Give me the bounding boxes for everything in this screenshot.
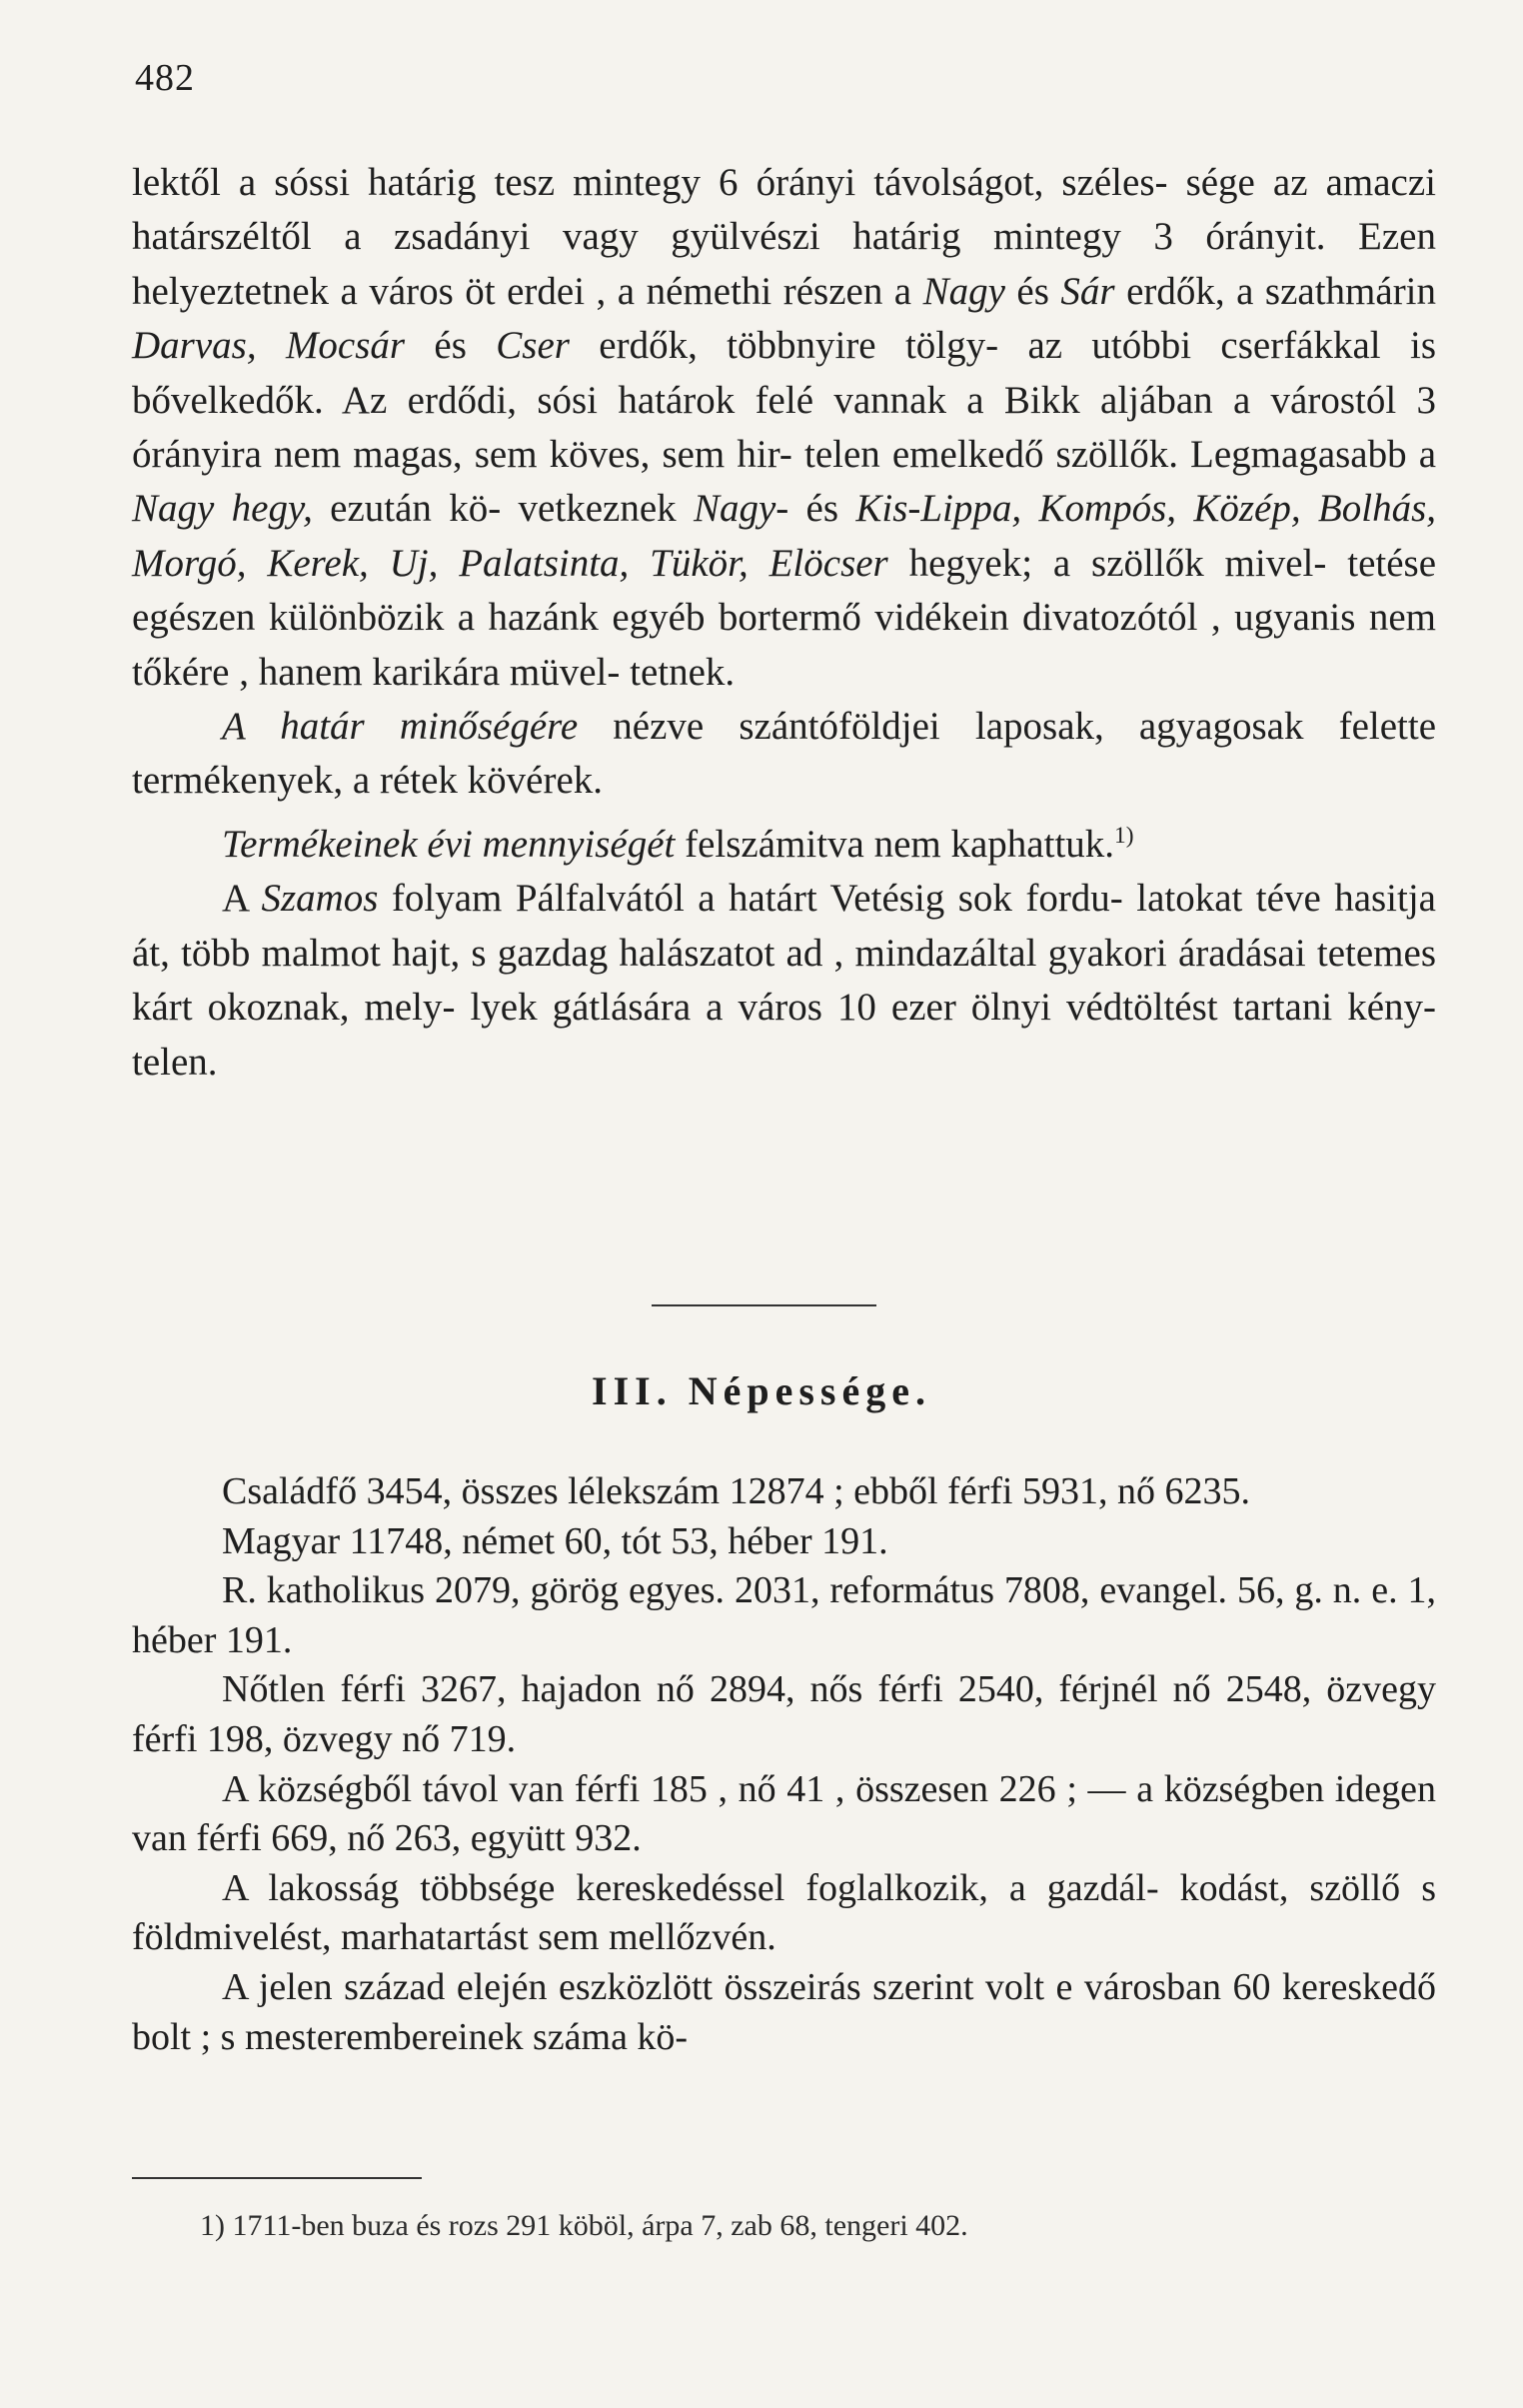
- text-line: lektől a sóssi határig tesz mintegy 6 órányi távolságot, széles-: [132, 161, 1168, 204]
- paragraph-forests-vineyards: [132, 156, 1436, 700]
- text-line: divatozótól , ugyanis nem tőkére , hanem karikára müvel-: [132, 596, 1437, 694]
- page-number: 482: [135, 57, 195, 99]
- italic-name: Kerek, Uj, Palatsinta, Tükör, Elöcser: [267, 541, 888, 585]
- text-fragment: és: [405, 324, 497, 368]
- text-fragment: telen emelkedő szöllők. Legmagasabb a: [803, 433, 1437, 477]
- section-divider: [652, 1304, 876, 1306]
- section-population: [132, 1467, 1436, 2062]
- text-line: Családfő 3454, összes lélekszám 12874 ; ebből: [222, 1470, 938, 1512]
- paragraph-river: [132, 872, 1436, 1090]
- text-line: némethi részen a: [646, 269, 923, 313]
- paragraph-nationality: [132, 1517, 1436, 1567]
- text-line: tetnek.: [630, 650, 736, 694]
- text-line: R. katholikus 2079, görög egyes. 2031, református 7808,: [222, 1569, 1090, 1612]
- text-line: nő 2548, özvegy férfi 198, özvegy nő 719.: [132, 1668, 1437, 1760]
- italic-name: Kis-Lippa, Kompós, Közép, Bolhás, Morgó,: [132, 487, 1437, 585]
- footnote-marker: 1): [1114, 822, 1134, 849]
- footnote: 1) 1711-ben buza és rozs 291 köböl, árpa 7, zab 68, tengeri 402.: [200, 2209, 968, 2242]
- text-line: telen.: [132, 1040, 218, 1084]
- text-fragment: erdők, többnyire tölgy- az utóbbi cserfákkal: [569, 324, 1381, 368]
- paragraph-absent-present: [132, 1765, 1436, 1864]
- text-fragment: erdők, a szathmárin: [1114, 269, 1437, 313]
- italic-name: Mocsár: [285, 324, 406, 368]
- text-line: tetése egészen különbözik a hazánk egyéb bortermő vidékein: [132, 541, 1437, 640]
- text-line: latokat téve hasitja át, több malmot hajt, s gazdag halászatot: [132, 877, 1436, 975]
- paragraph-marital-status: [132, 1665, 1436, 1764]
- section-geography: [132, 156, 1436, 1090]
- text-fragment: és: [788, 487, 856, 531]
- text-line: kodást, szöllő s földmivelést, marhatartást sem mellőzvén.: [132, 1866, 1436, 1959]
- italic-name: Szamos: [261, 877, 379, 921]
- text-fragment: hegyek; a szöllők mivel-: [887, 541, 1327, 585]
- paragraph-religion: [132, 1566, 1436, 1665]
- text-fragment: nézve szántóföldjei laposak, agyagosak: [578, 705, 1304, 749]
- text-line: felette termékenyek, a rétek kövérek.: [132, 705, 1437, 803]
- text-line: A jelen század elején eszközlött összeirás szerint volt e: [222, 1965, 1073, 2008]
- paragraph-occupation: [132, 1864, 1436, 1963]
- text-fragment: ezután kö-: [312, 487, 502, 531]
- text-line: lyek gátlására a város 10 ezer ölnyi védtöltést tartani kény-: [470, 986, 1436, 1030]
- text-line: Nőtlen férfi 3267, hajadon nő 2894, nős férfi 2540, férjnél: [222, 1668, 1158, 1711]
- italic-name: Nagy-: [693, 487, 789, 531]
- paragraph-soil-quality: [132, 700, 1436, 809]
- italic-heading: A határ minőségére: [222, 705, 579, 749]
- italic-name: Sár: [1060, 269, 1115, 313]
- paragraph-produce: [132, 809, 1436, 872]
- italic-name: Cser: [496, 324, 570, 368]
- text-fragment: felszámitva nem kaphattuk.: [675, 822, 1115, 866]
- text-fragment: vetkeznek: [518, 487, 694, 531]
- footnote-rule: [132, 2177, 422, 2179]
- text-line: A lakosság többsége kereskedéssel foglalkozik, a gazdál-: [222, 1866, 1159, 1909]
- text-line: Magyar 11748, német 60, tót 53, héber 191.: [222, 1519, 888, 1562]
- text-line: aljában a várostól 3 órányira nem magas, sem köves, sem hir-: [132, 378, 1437, 477]
- text-line: ad , mindazáltal gyakori áradásai tetemes kárt okoznak, mely-: [132, 931, 1437, 1030]
- text-line: a községben idegen van férfi 669, nő 263, együtt 932.: [132, 1767, 1437, 1860]
- text-line: is bővelkedők. Az erdődi, sósi határok felé vannak a Bikk: [132, 324, 1436, 422]
- italic-name: Nagy: [922, 269, 1005, 313]
- text-fragment: és: [1004, 269, 1061, 313]
- italic-heading: Termékeinek évi mennyiségét: [222, 822, 676, 866]
- text-line: mintegy 3 órányit. Ezen helyeztetnek a város öt erdei , a: [132, 215, 1436, 313]
- italic-name: Darvas,: [132, 324, 257, 368]
- text-line: evangel. 56, g. n. e. 1, héber 191.: [132, 1569, 1437, 1661]
- text-fragment: folyam Pálfalvától a határt Vetésig sok fordu-: [378, 877, 1123, 921]
- text-line: férfi 5931, nő 6235.: [947, 1470, 1250, 1512]
- text-line: A községből távol van férfi 185 , nő 41 , összesen 226 ; —: [222, 1767, 1126, 1810]
- text-line: sége az amaczi határszéltől a zsadányi vagy gyülvészi határig: [132, 161, 1436, 259]
- text-line: városban 60 kereskedő bolt ; s mesterembereinek száma kö-: [132, 1965, 1437, 2058]
- paragraph-census: [132, 1963, 1436, 2062]
- italic-name: Nagy hegy,: [132, 487, 313, 531]
- text-fragment: A: [222, 877, 262, 921]
- paragraph-population: [132, 1467, 1436, 1517]
- section-heading: III. Népessége.: [592, 1368, 931, 1413]
